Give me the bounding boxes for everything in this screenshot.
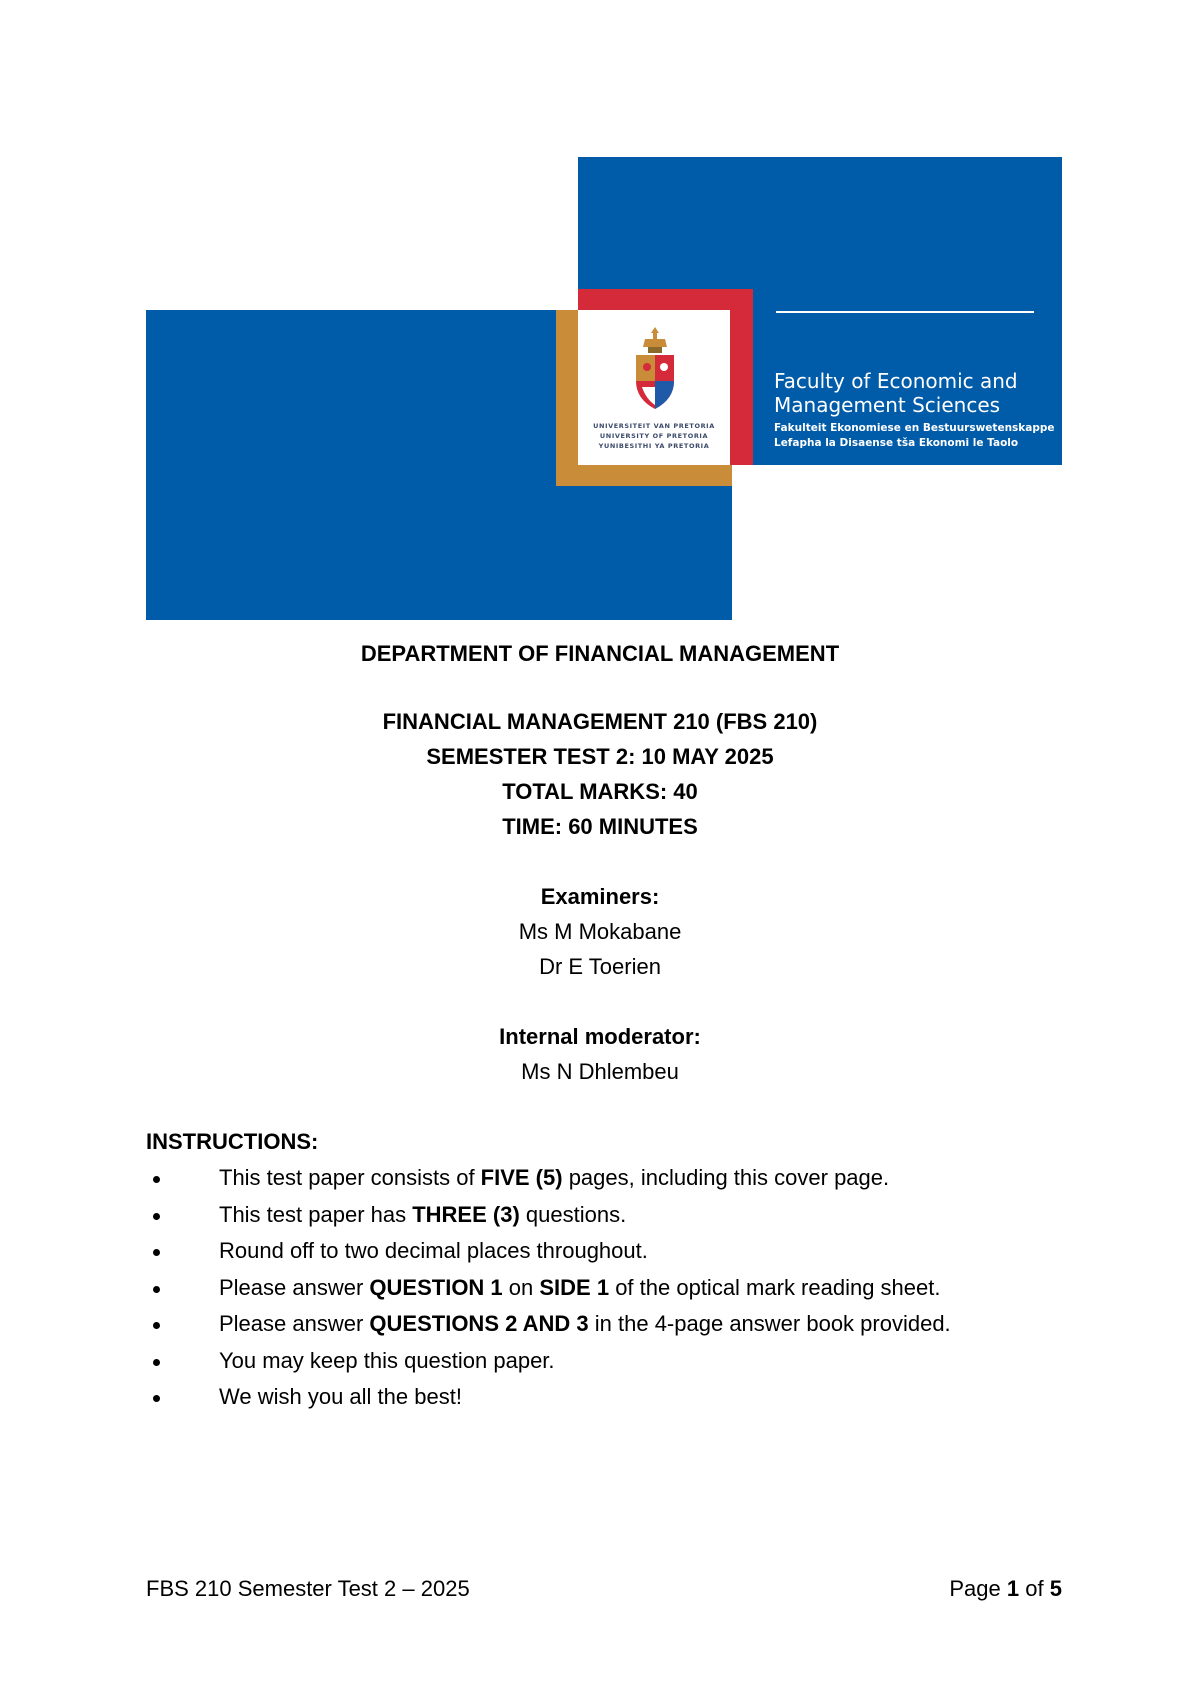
time-allowed: TIME: 60 MINUTES (502, 814, 698, 839)
university-names (580, 421, 728, 451)
instruction-item (146, 1306, 951, 1343)
examiner-name: Dr E Toerien (539, 954, 661, 979)
instruction-item (146, 1160, 951, 1197)
instruction-text: You may keep this question paper. (219, 1347, 555, 1373)
course-title: FINANCIAL MANAGEMENT 210 (FBS 210) (382, 709, 818, 734)
page-number (949, 1574, 1062, 1604)
faculty-name-sepedi: Lefapha la Disaense tša Ekonomi le Taolo (774, 437, 1019, 449)
total-marks: TOTAL MARKS: 40 (502, 779, 698, 804)
faculty-banner (0, 0, 1200, 640)
current-page: 1 (1006, 1576, 1020, 1601)
instructions-heading: INSTRUCTIONS: (146, 1129, 319, 1154)
university-name-sepedi: YUNIBESITHI YA PRETORIA (598, 442, 710, 450)
instruction-emphasis: SIDE 1 (539, 1274, 610, 1300)
banner-divider (776, 311, 1034, 313)
instruction-text: We wish you all the best! (219, 1384, 462, 1409)
instruction-text: in the 4-page answer book provided. (588, 1311, 951, 1336)
instruction-item (146, 1233, 951, 1270)
instruction-text: This test paper has (219, 1201, 413, 1227)
bullet-icon (153, 1213, 160, 1220)
examiner-name: Ms M Mokabane (518, 919, 682, 944)
page-word: Page (949, 1576, 1001, 1601)
test-title: SEMESTER TEST 2: 10 MAY 2025 (426, 744, 774, 769)
instruction-item (146, 1379, 951, 1416)
faculty-name-line-2: Management Sciences (774, 393, 1001, 417)
instruction-text: on (502, 1274, 540, 1300)
bullet-icon (153, 1286, 160, 1293)
faculty-name-afrikaans: Fakulteit Ekonomiese en Bestuurswetenskappe (774, 422, 1055, 434)
instruction-text: questions. (519, 1201, 627, 1227)
instruction-text: of the optical mark reading sheet. (609, 1274, 941, 1300)
department-title: DEPARTMENT OF FINANCIAL MANAGEMENT (360, 641, 840, 666)
moderator-name: Ms N Dhlembeu (521, 1059, 679, 1084)
bullet-icon (153, 1249, 160, 1256)
examiners-label: Examiners: (540, 884, 660, 909)
university-name-afrikaans: UNIVERSITEIT VAN PRETORIA (593, 422, 715, 430)
university-name-english: UNIVERSITY OF PRETORIA (599, 432, 709, 440)
instruction-item (146, 1270, 951, 1307)
bullet-icon (153, 1176, 160, 1183)
instruction-emphasis: QUESTION 1 (369, 1274, 503, 1300)
instruction-emphasis: FIVE (5) (480, 1165, 563, 1190)
faculty-name (774, 369, 1055, 451)
instruction-emphasis: THREE (3) (412, 1201, 520, 1227)
footer-title: FBS 210 Semester Test 2 – 2025 (146, 1576, 470, 1601)
instruction-text: Round off to two decimal places throughout. (219, 1238, 648, 1263)
instruction-item (146, 1343, 951, 1380)
of-word: of (1025, 1576, 1044, 1601)
bullet-icon (153, 1395, 160, 1402)
total-pages: 5 (1049, 1576, 1062, 1601)
instruction-text: pages, including this cover page. (562, 1165, 890, 1190)
instruction-text: Please answer (219, 1274, 370, 1300)
bullet-icon (153, 1322, 160, 1329)
faculty-name-line-1: Faculty of Economic and (774, 369, 1018, 393)
moderator-label: Internal moderator: (499, 1024, 701, 1049)
instruction-emphasis: QUESTIONS 2 AND 3 (369, 1311, 589, 1336)
instruction-text: Please answer (219, 1311, 370, 1336)
instructions-list (146, 1160, 951, 1416)
instruction-text: This test paper consists of (219, 1165, 481, 1190)
instruction-item (146, 1197, 951, 1234)
university-crest-icon (628, 325, 682, 411)
bullet-icon (153, 1359, 160, 1366)
